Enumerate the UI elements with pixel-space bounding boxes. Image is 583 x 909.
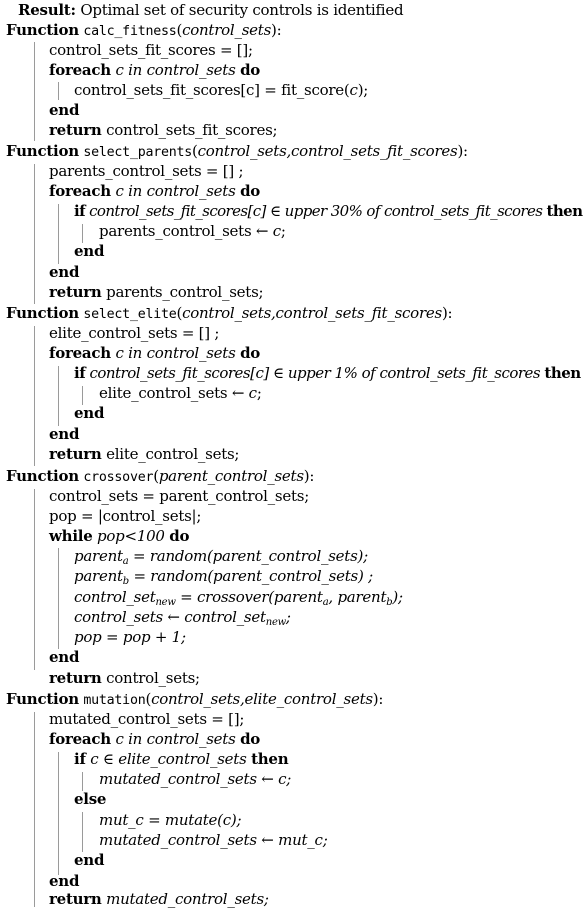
keyword-if: if [74,750,86,768]
block-line-f2 [34,164,35,304]
return-line [49,444,239,464]
block-line-f4-while [58,548,59,649]
keyword-function: Function [6,467,79,485]
function-name: select_parents [83,145,192,160]
keyword-if: if [74,364,86,382]
end-line [49,262,79,282]
keyword-function: Function [6,690,79,708]
code-line [49,709,244,729]
statement: elite_control_sets = [] ; [49,324,220,342]
if-line [74,363,581,383]
block-line-f5 [34,712,35,907]
math-line [74,546,368,566]
keyword-end: end [49,648,80,666]
keyword-do: do [240,61,261,79]
math-text: parent [74,547,123,565]
loop-expression: c in control_sets [115,344,236,362]
block-line-f3-loop [58,366,59,426]
keyword-end: end [74,404,105,422]
keyword-do: do [240,730,261,748]
keyword-else: else [74,790,107,808]
return-line [49,889,269,909]
return-line [49,120,277,140]
keyword-do: do [240,182,261,200]
math-text: , parent [328,588,387,606]
keyword-return: return [49,669,102,687]
loop-expression: c in control_sets [115,730,236,748]
keyword-foreach: foreach [49,344,111,362]
function-header-mutation: Function mutation(control_sets,elite_control_sets): [6,690,384,708]
keyword-then: then [546,202,583,220]
statement: control_sets_fit_scores = []; [49,41,253,59]
variable: c [248,384,257,402]
keyword-return: return [49,890,102,908]
keyword-return: return [49,121,102,139]
return-value: control_sets_fit_scores; [106,121,278,139]
function-name: calc_fitness [83,24,177,39]
keyword-foreach: foreach [49,61,111,79]
variable: c [349,81,358,99]
statement: control_sets_fit_scores[c] = fit_score( [74,81,350,99]
keyword-function: Function [6,21,79,39]
keyword-result: Result: [18,1,76,19]
return-value: control_sets; [106,669,200,687]
math-line [74,587,403,607]
code-line [49,40,253,60]
end-line [74,241,104,261]
function-params: control_sets,control_sets_fit_scores [197,142,458,160]
code-line [49,323,219,343]
return-value: elite_control_sets; [106,445,240,463]
block-line-f2-loop [58,204,59,264]
math-text: mutated_control_sets ← c; [99,770,292,788]
function-params: control_sets,control_sets_fit_scores [182,304,442,322]
keyword-function: Function [6,304,79,322]
math-text: control_set [74,588,156,606]
keyword-end: end [74,851,105,869]
function-name: crossover [83,470,154,485]
return-value: parents_control_sets; [106,283,264,301]
math-text: = random(parent_control_sets); [128,547,368,565]
keyword-if: if [74,202,85,220]
code-line [49,161,243,181]
while-line [49,526,189,546]
if-line [74,749,288,769]
keyword-end: end [49,263,80,281]
function-header-select-elite: Function select_elite(control_sets,control_sets_fit_scores): [6,304,453,322]
function-name: select_elite [83,307,177,322]
subscript: b [122,576,129,587]
result-text: Optimal set of security controls is identified [80,1,404,19]
return-value: mutated_control_sets; [106,890,269,908]
code-line [99,383,262,403]
statement-end: ); [357,81,369,99]
condition: control_sets_fit_scores[c] ∈ upper 1% of control_sets_fit_scores [89,364,541,382]
function-params: control_sets,elite_control_sets [151,690,373,708]
subscript: a [122,556,129,567]
statement-end: ; [280,222,286,240]
algorithm-block [6,0,581,909]
keyword-then: then [544,364,581,382]
return-line [49,282,263,302]
math-text: = crossover(parent [175,588,323,606]
subscript: new [265,617,286,628]
math-line [74,607,291,627]
math-text: pop = pop + 1; [74,628,186,646]
keyword-function: Function [6,142,79,160]
subscript: a [322,597,329,608]
math-line [99,769,291,789]
end-line [49,871,79,891]
end-line [74,403,104,423]
block-line-f5-loop [58,752,59,875]
math-line [99,810,241,830]
block-line-f1 [34,42,35,141]
function-header-crossover: Function crossover(parent_control_sets): [6,467,315,485]
keyword-foreach: foreach [49,730,111,748]
return-line [49,668,200,688]
statement: pop = |control_sets|; [49,507,202,525]
block-line-f4 [34,489,35,670]
math-line [74,566,373,586]
keyword-do: do [169,527,190,545]
condition: c ∈ elite_control_sets [90,750,247,768]
keyword-return: return [49,283,102,301]
code-line [99,221,286,241]
code-line [49,486,309,506]
block-line-f5-else [82,812,83,852]
if-line [74,201,582,221]
foreach-line [49,60,260,80]
statement-end: ; [256,384,262,402]
math-text: = random(parent_control_sets) ; [128,567,373,585]
foreach-line [49,343,260,363]
statement: mutated_control_sets = []; [49,710,245,728]
subscript: new [155,597,176,608]
function-name: mutation [83,693,146,708]
code-line [49,506,201,526]
math-text: ); [392,588,403,606]
statement: elite_control_sets ← [99,384,249,402]
condition: control_sets_fit_scores[c] ∈ upper 30% of control_sets_fit_scores [89,202,543,220]
math-text: parent [74,567,123,585]
keyword-return: return [49,445,102,463]
block-line-f1-loop [58,82,59,100]
keyword-then: then [251,750,289,768]
block-line-f3 [34,326,35,466]
function-header-select-parents: Function select_parents(control_sets,control_sets_fit_scores): [6,142,468,160]
math-text: control_sets ← control_set [74,608,266,626]
keyword-while: while [49,527,93,545]
loop-expression: c in control_sets [115,61,236,79]
foreach-line [49,181,260,201]
math-line [74,627,186,647]
keyword-end: end [74,242,105,260]
math-text: mut_c = mutate(c); [99,811,242,829]
end-line [49,647,79,667]
function-header-calc-fitness: Function calc_fitness(control_sets): [6,21,282,39]
keyword-end: end [49,425,80,443]
keyword-do: do [240,344,261,362]
condition: pop<100 [97,527,165,545]
subscript: b [386,597,393,608]
statement: parents_control_sets = [] ; [49,162,244,180]
function-params: parent_control_sets [158,467,304,485]
end-line [49,100,79,120]
statement: control_sets = parent_control_sets; [49,487,310,505]
math-text: ; [285,608,291,626]
end-line [49,424,79,444]
keyword-end: end [49,101,80,119]
function-params: control_sets [182,21,272,39]
end-line [74,850,104,870]
math-text: mutated_control_sets ← mut_c; [99,831,328,849]
foreach-line [49,729,260,749]
else-line [74,789,106,809]
result-line [18,0,403,20]
math-line [99,830,328,850]
variable: c [272,222,281,240]
code-line [74,80,368,100]
loop-expression: c in control_sets [115,182,236,200]
statement: parents_control_sets ← [99,222,273,240]
keyword-end: end [49,872,80,890]
keyword-foreach: foreach [49,182,111,200]
